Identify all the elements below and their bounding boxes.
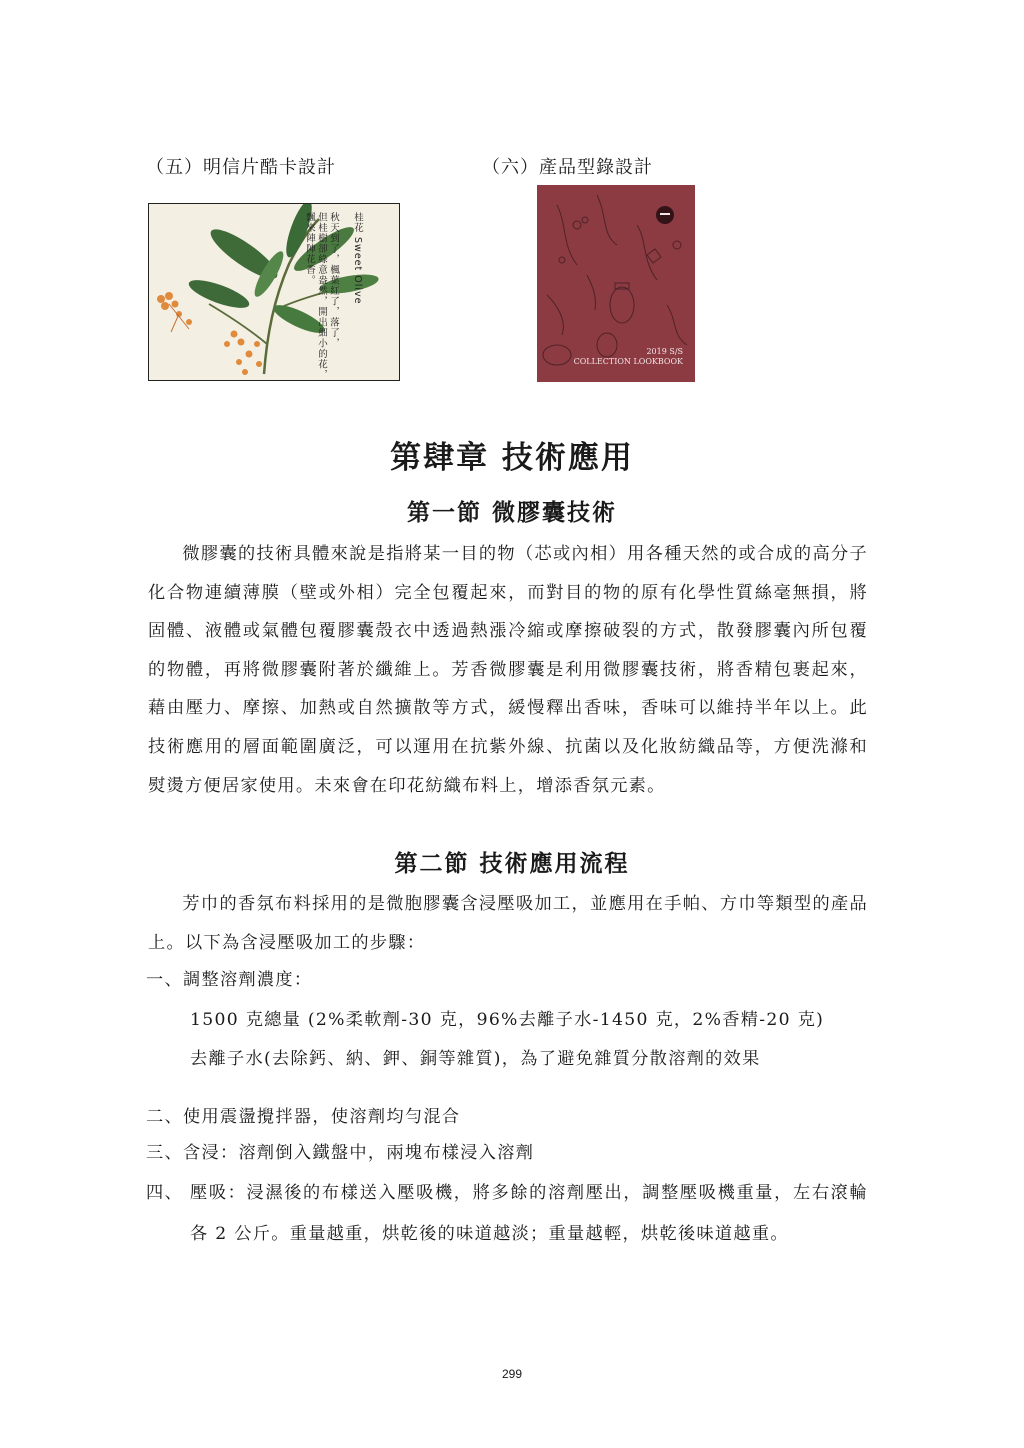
section-1-body: 微膠囊的技術具體來說是指將某一目的物（芯或內相）用各種天然的或合成的高分子化合物連續薄膜（壁或外相）完全包覆起來，而對目的物的原有化學性質絲毫無損，將固體、液體或氣體包覆膠囊殼衣中透過熱漲冷縮或摩擦破裂的方式，散發膠囊內所包覆的物體，再將微膠囊附著於纖維上。芳香微膠囊是利用微膠囊技術，將香精包裹起來，藉由壓力、摩擦、加熱或自然擴散等方式，緩慢釋出香味，香味可以維持半年以上。此技術應用的層面範圍廣泛，可以運用在抗紫外線、抗菌以及化妝紡織品等，方便洗滌和熨燙方便居家使用。未來會在印花紡織布料上，增添香氛元素。 — [148, 544, 868, 796]
lookbook-season: 2019 S/S — [646, 347, 683, 356]
postcard-caption: （五）明信片酷卡設計 — [146, 157, 336, 178]
step-4-number: 四、 — [146, 1183, 183, 1203]
section-2-intro: 芳巾的香氛布料採用的是微胞膠囊含浸壓吸加工，並應用在手帕、方巾等類型的產品上。以下為含浸壓吸加工的步驟： — [148, 894, 868, 953]
section-2-title: 第二節 技術應用流程 — [394, 850, 630, 877]
lookbook-collection: COLLECTION LOOKBOOK — [573, 357, 683, 366]
postcard-image — [148, 203, 400, 381]
step-1-title: 一、調整溶劑濃度： — [146, 970, 313, 990]
step-2: 二、使用震盪攪拌器，使溶劑均勻混合 — [146, 1107, 461, 1127]
lookbook-image — [537, 185, 695, 382]
step-4 — [146, 1173, 868, 1255]
section-1-title: 第一節 微膠囊技術 — [406, 499, 617, 526]
postcard-text-3: 飄來陣陣花香。 — [304, 212, 315, 286]
step-4-text: 壓吸：浸濕後的布樣送入壓吸機，將多餘的溶劑壓出，調整壓吸機重量，左右滾輪各 2 公斤。重量越重，烘乾後的味道越淡；重量越輕，烘乾後味道越重。 — [190, 1183, 868, 1244]
lookbook-cover-title — [574, 347, 683, 367]
chapter-title: 第肆章 技術應用 — [390, 440, 634, 476]
step-1-detail-2: 去離子水(去除鈣、納、鉀、銅等雜質)，為了避免雜質分散溶劑的效果 — [190, 1049, 761, 1069]
postcard-text-2: 但桂樹卻綠意盎然，開出細小的花， — [316, 212, 327, 380]
lookbook-caption: （六）產品型錄設計 — [482, 157, 653, 178]
postcard-text-1: 秋天到了，楓葉紅了，落了， — [328, 212, 339, 349]
page-number: 299 — [501, 1367, 523, 1381]
step-3: 三、含浸：溶劑倒入鐵盤中，兩塊布樣浸入溶劑 — [146, 1143, 535, 1163]
step-1-detail-1: 1500 克總量 (2%柔軟劑-30 克，96%去離子水-1450 克，2%香精-20 克) — [190, 1010, 825, 1030]
postcard-title: 桂花 Sweet Olive — [352, 212, 363, 305]
